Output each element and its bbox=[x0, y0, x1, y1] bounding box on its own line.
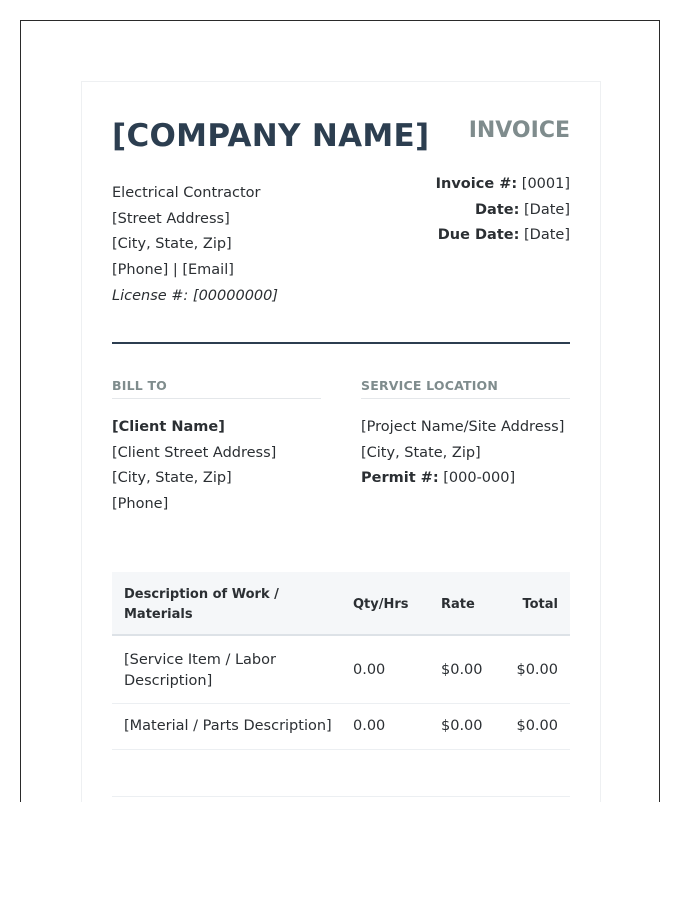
table-row bbox=[112, 704, 570, 750]
line-items-table bbox=[112, 572, 570, 750]
row-qty: 0.00 bbox=[353, 662, 386, 678]
invoice-meta bbox=[436, 172, 570, 249]
service-location-heading: SERVICE LOCATION bbox=[361, 378, 570, 399]
company-trade: Electrical Contractor bbox=[112, 185, 261, 201]
company-details bbox=[112, 181, 278, 310]
invoice-due-value: [Date] bbox=[524, 227, 570, 243]
permit-label: Permit #: bbox=[361, 470, 439, 487]
row-total: $0.00 bbox=[516, 662, 558, 678]
row-qty: 0.00 bbox=[353, 718, 386, 734]
invoice-date-label: Date: bbox=[475, 201, 520, 218]
header-total: Total bbox=[522, 597, 558, 612]
company-street: [Street Address] bbox=[112, 210, 230, 227]
company-city-state-zip: [City, State, Zip] bbox=[112, 236, 232, 253]
document-title: INVOICE bbox=[468, 118, 570, 143]
row-description bbox=[124, 650, 276, 692]
invoice-date-value: [Date] bbox=[524, 201, 570, 218]
header-rate: Rate bbox=[441, 597, 475, 612]
row-rate: $0.00 bbox=[441, 718, 483, 734]
header-description-line1: Description of Work / bbox=[124, 587, 279, 602]
row-total: $0.00 bbox=[516, 718, 558, 734]
totals-divider bbox=[112, 796, 570, 797]
service-location-details bbox=[361, 415, 564, 492]
header-divider bbox=[112, 342, 570, 344]
bill-to-details bbox=[112, 415, 276, 518]
company-name: [COMPANY NAME] bbox=[112, 118, 430, 154]
row-description-line1: [Service Item / Labor bbox=[124, 652, 276, 668]
license-label: License #: bbox=[112, 287, 189, 304]
row-rate: $0.00 bbox=[441, 662, 483, 678]
header-qty: Qty/Hrs bbox=[353, 597, 409, 612]
header-description bbox=[124, 585, 279, 625]
permit-value: [000-000] bbox=[443, 470, 516, 487]
invoice-number bbox=[436, 172, 570, 198]
header-description-line2: Materials bbox=[124, 607, 193, 622]
table-row bbox=[112, 636, 570, 704]
company-license bbox=[112, 284, 278, 310]
invoice-due-label: Due Date: bbox=[437, 227, 520, 243]
row-description-line2: Description] bbox=[124, 673, 213, 689]
client-city-state-zip: [City, State, Zip] bbox=[112, 470, 232, 487]
invoice-number-value: [0001] bbox=[521, 176, 570, 192]
project-site: [Project Name/Site Address] bbox=[361, 419, 565, 435]
client-name: [Client Name] bbox=[112, 419, 225, 435]
table-header bbox=[112, 572, 570, 636]
client-street: [Client Street Address] bbox=[112, 444, 277, 461]
service-city-state-zip: [City, State, Zip] bbox=[361, 444, 481, 461]
bill-to-heading: BILL TO bbox=[112, 378, 321, 399]
permit-number bbox=[361, 466, 564, 492]
row-description: [Material / Parts Description] bbox=[124, 718, 332, 734]
company-phone-email: [Phone] | [Email] bbox=[112, 262, 234, 279]
license-value: [00000000] bbox=[192, 287, 279, 304]
invoice-number-label: Invoice #: bbox=[435, 176, 518, 192]
client-phone: [Phone] bbox=[112, 496, 169, 513]
invoice-due-date bbox=[436, 223, 570, 249]
invoice-date bbox=[436, 198, 570, 224]
